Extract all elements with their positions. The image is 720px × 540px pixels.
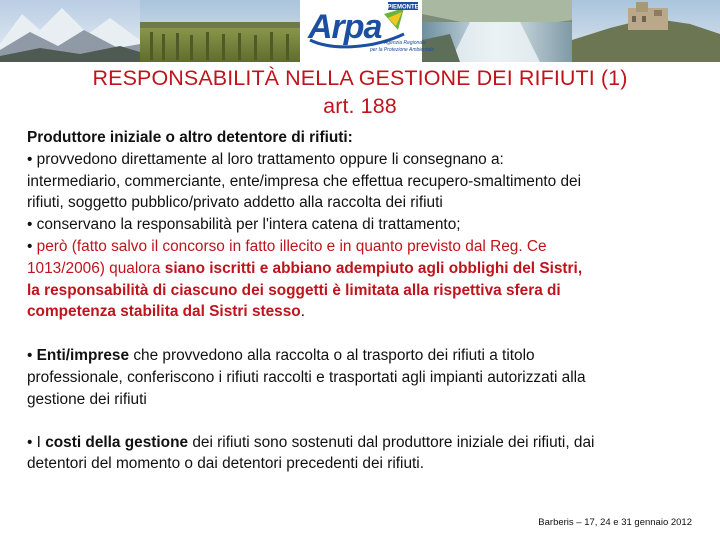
mountain-photo [0, 0, 140, 62]
title-line-1: RESPONSABILITÀ NELLA GESTIONE DEI RIFIUTI (1) [92, 66, 628, 90]
logo-subtitle-2: per la Protezione Ambientale [370, 47, 435, 53]
spacer [27, 323, 699, 345]
bullet-3-prefix: • [27, 237, 37, 255]
section-2-line-2: professionale, conferiscono i rifiuti raccolti e trasportati agli impianti autorizzati alla [27, 368, 586, 386]
bullet-3-red-bold-4: competenza stabilita dal Sistri stesso [27, 303, 301, 321]
bullet-3-line-3 [27, 280, 699, 302]
section-3-rest: dei rifiuti sono sostenuti dal produttore iniziale dei rifiuti, dai [188, 433, 595, 451]
bullet-3-line-4 [27, 301, 699, 323]
logo-region-label: PIEMONTE [387, 4, 419, 11]
bullet-1-line-1: • provvedono direttamente al loro trattamento oppure li consegnano a: [27, 150, 504, 168]
bullet-3-red-text-2: 1013/2006) qualora [27, 259, 165, 277]
section-2-rest: che provvedono alla raccolta o al trasporto dei rifiuti a titolo [129, 347, 535, 365]
spacer [27, 411, 699, 432]
section-2-bold: Enti/imprese [36, 347, 130, 365]
arpa-logo [300, 0, 435, 62]
header-banner [0, 0, 720, 62]
producer-heading: Produttore iniziale o altro detentore di rifiuti: [27, 129, 353, 146]
bullet-3-red-text-1: però (fatto salvo il concorso in fatto illecito e in quanto previsto dal Reg. Ce [36, 237, 547, 255]
section-3-line-2: detentori del momento o dai detentori precedenti dei rifiuti. [27, 455, 424, 473]
abbey-photo [572, 0, 720, 62]
section-3-line-1 [27, 432, 699, 454]
bullet-3-end: . [300, 303, 305, 321]
section-2-line-3: gestione dei rifiuti [27, 390, 147, 408]
bullet-3-line-1 [27, 236, 699, 258]
fields-photo [140, 0, 300, 62]
section-2-line-1 [27, 345, 699, 367]
title-line-2: art. 188 [323, 94, 397, 118]
bullet-1-line-2: intermediario, commerciante, ente/impresa che effettua recupero-smaltimento dei [27, 172, 582, 190]
bullet-3-line-2 [27, 258, 699, 280]
bullet-3-red-bold-3: la responsabilità di ciascuno dei soggetti è limitata alla rispettiva sfera di [27, 281, 561, 299]
bullet-2: • conservano la responsabilità per l'intera catena di trattamento; [27, 216, 461, 234]
bullet-1-line-3: rifiuti, soggetto pubblico/privato addetto alla raccolta dei rifiuti [27, 194, 443, 212]
river-photo [422, 0, 572, 62]
bullet-3-red-bold-2: siano iscritti e abbiano adempiuto agli obblighi del Sistri, [164, 259, 583, 277]
section-2-prefix: • [27, 347, 37, 365]
slide-body [27, 127, 699, 475]
page-title [0, 64, 720, 120]
section-3-prefix: • I [27, 433, 46, 451]
logo-brand-text: Arpa [308, 8, 382, 46]
footer-credit: Barberis – 17, 24 e 31 gennaio 2012 [538, 517, 692, 528]
logo-subtitle-1: Agenzia Regionale [384, 40, 426, 46]
section-3-bold: costi della gestione [45, 433, 189, 451]
